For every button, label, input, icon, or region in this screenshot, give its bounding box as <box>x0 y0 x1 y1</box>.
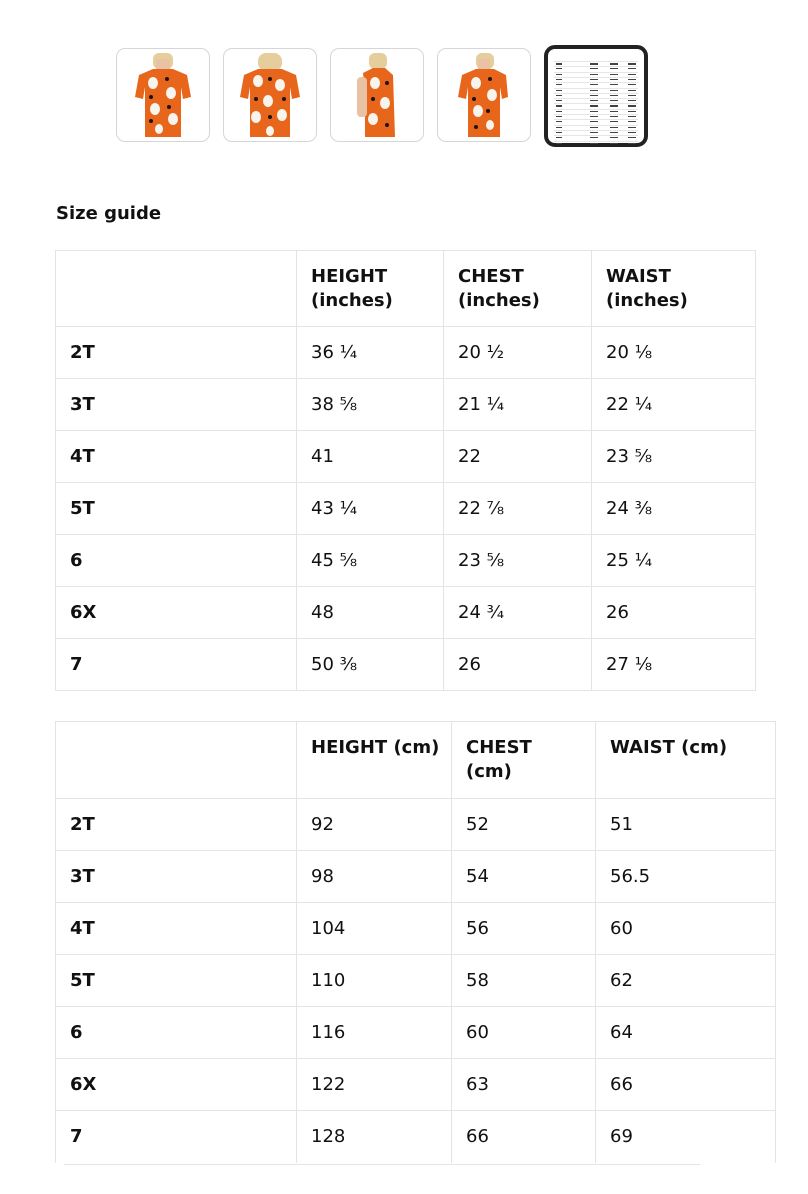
header-label: CHEST (cm) <box>466 737 532 782</box>
back-view-shirt-image <box>238 53 302 141</box>
measurement-cell: 20 ⅛ <box>592 327 756 379</box>
header-waist-cm: WAIST (cm) <box>596 722 776 799</box>
size-table-cm <box>55 721 776 1163</box>
measurement-cell: 110 <box>297 955 452 1007</box>
size-label-cell: 3T <box>56 851 297 903</box>
table-row <box>56 1059 776 1111</box>
table-row <box>56 799 776 851</box>
measurement-cell: 21 ¼ <box>444 379 592 431</box>
table-row <box>56 327 756 379</box>
table-row <box>56 955 776 1007</box>
measurement-cell: 22 ¼ <box>592 379 756 431</box>
three-quarter-view-shirt-image <box>452 53 516 141</box>
thumbnail-back-view[interactable] <box>223 48 317 142</box>
size-label-cell: 6X <box>56 1059 297 1111</box>
measurement-cell: 58 <box>452 955 596 1007</box>
size-table-inches-container <box>55 250 709 691</box>
measurement-cell: 116 <box>297 1007 452 1059</box>
measurement-cell: 24 ⅜ <box>592 483 756 535</box>
size-chart-preview-image <box>554 53 638 139</box>
size-label-cell: 5T <box>56 483 297 535</box>
measurement-cell: 48 <box>297 587 444 639</box>
header-size <box>56 722 297 799</box>
measurement-cell: 23 ⅝ <box>592 431 756 483</box>
table-row <box>56 535 756 587</box>
size-label-cell: 2T <box>56 327 297 379</box>
measurement-cell: 56 <box>452 903 596 955</box>
size-table-cm-container <box>55 721 728 1165</box>
size-table-inches <box>55 250 756 691</box>
size-label-cell: 7 <box>56 1111 297 1163</box>
table-row <box>56 1007 776 1059</box>
measurement-cell: 66 <box>596 1059 776 1111</box>
size-label-cell: 4T <box>56 431 297 483</box>
size-label-cell: 6 <box>56 1007 297 1059</box>
thumbnail-front-view[interactable] <box>116 48 210 142</box>
measurement-cell: 50 ⅜ <box>297 639 444 691</box>
measurement-cell: 92 <box>297 799 452 851</box>
table-row <box>56 431 756 483</box>
table-body-cm <box>56 799 776 1163</box>
table-row <box>56 851 776 903</box>
header-size <box>56 251 297 327</box>
measurement-cell: 45 ⅝ <box>297 535 444 587</box>
table-row <box>56 483 756 535</box>
measurement-cell: 27 ⅛ <box>592 639 756 691</box>
measurement-cell: 60 <box>596 903 776 955</box>
size-guide-title: Size guide <box>56 203 162 224</box>
thumbnail-side-view[interactable] <box>330 48 424 142</box>
measurement-cell: 64 <box>596 1007 776 1059</box>
thumbnail-three-quarter-view[interactable] <box>437 48 531 142</box>
header-label: HEIGHT (inches) <box>311 266 393 311</box>
table-body-inches <box>56 327 756 691</box>
measurement-cell: 63 <box>452 1059 596 1111</box>
measurement-cell: 43 ¼ <box>297 483 444 535</box>
measurement-cell: 25 ¼ <box>592 535 756 587</box>
size-label-cell: 7 <box>56 639 297 691</box>
size-label-cell: 6X <box>56 587 297 639</box>
header-waist-inches <box>592 251 756 327</box>
thumbnail-size-chart[interactable] <box>544 45 648 147</box>
measurement-cell: 62 <box>596 955 776 1007</box>
side-view-shirt-image <box>345 53 409 141</box>
measurement-cell: 24 ¾ <box>444 587 592 639</box>
size-label-cell: 6 <box>56 535 297 587</box>
measurement-cell: 26 <box>444 639 592 691</box>
size-label-cell: 3T <box>56 379 297 431</box>
header-label: CHEST (inches) <box>458 266 540 311</box>
measurement-cell: 54 <box>452 851 596 903</box>
size-label-cell: 2T <box>56 799 297 851</box>
measurement-cell: 56.5 <box>596 851 776 903</box>
header-chest-inches <box>444 251 592 327</box>
measurement-cell: 51 <box>596 799 776 851</box>
size-label-cell: 5T <box>56 955 297 1007</box>
table-row <box>56 903 776 955</box>
table-row <box>56 587 756 639</box>
table-row <box>56 639 756 691</box>
measurement-cell: 36 ¼ <box>297 327 444 379</box>
table-header-row <box>56 251 756 327</box>
header-chest-cm <box>452 722 596 799</box>
measurement-cell: 104 <box>297 903 452 955</box>
size-label-cell: 4T <box>56 903 297 955</box>
front-view-shirt-image <box>131 53 195 141</box>
product-thumbnails <box>116 48 648 147</box>
measurement-cell: 22 <box>444 431 592 483</box>
header-height-inches <box>297 251 444 327</box>
measurement-cell: 60 <box>452 1007 596 1059</box>
measurement-cell: 41 <box>297 431 444 483</box>
measurement-cell: 122 <box>297 1059 452 1111</box>
table-header-row <box>56 722 776 799</box>
measurement-cell: 38 ⅝ <box>297 379 444 431</box>
measurement-cell: 69 <box>596 1111 776 1163</box>
header-height-cm: HEIGHT (cm) <box>297 722 452 799</box>
measurement-cell: 128 <box>297 1111 452 1163</box>
divider <box>64 1164 700 1165</box>
table-row <box>56 1111 776 1163</box>
measurement-cell: 22 ⅞ <box>444 483 592 535</box>
measurement-cell: 66 <box>452 1111 596 1163</box>
header-label: WAIST (inches) <box>606 266 688 311</box>
measurement-cell: 20 ½ <box>444 327 592 379</box>
measurement-cell: 52 <box>452 799 596 851</box>
measurement-cell: 23 ⅝ <box>444 535 592 587</box>
table-row <box>56 379 756 431</box>
measurement-cell: 98 <box>297 851 452 903</box>
measurement-cell: 26 <box>592 587 756 639</box>
